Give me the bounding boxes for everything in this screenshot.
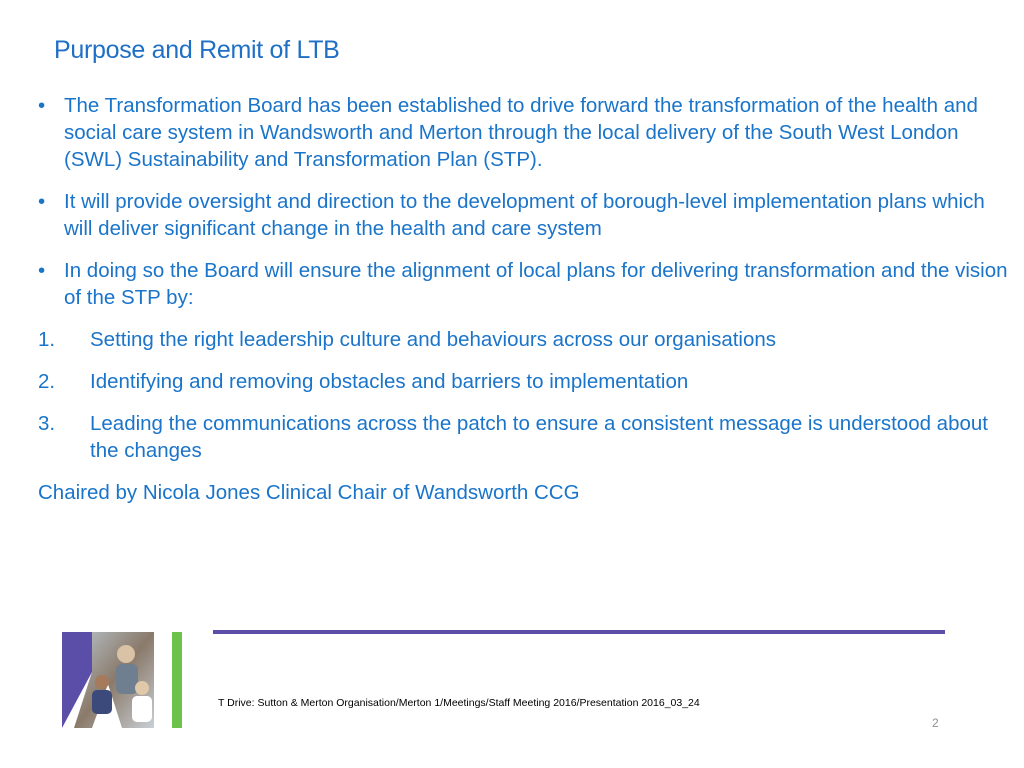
bullet-marker: • xyxy=(38,94,46,117)
footer-divider xyxy=(213,630,945,634)
numbered-text: Setting the right leadership culture and behaviours across our organisations xyxy=(90,328,777,351)
organisation-logo xyxy=(62,632,182,728)
bullet-marker: • xyxy=(38,259,46,282)
slide-body xyxy=(38,92,1013,506)
number-marker: 2. xyxy=(38,370,56,393)
bullet-text: In doing so the Board will ensure the alignment of local plans for delivering transformation and the vision of the STP by: xyxy=(64,259,1008,309)
bullet-item xyxy=(38,92,1013,173)
chair-statement: Chaired by Nicola Jones Clinical Chair of Wandsworth CCG xyxy=(38,481,580,504)
numbered-item xyxy=(38,326,1013,353)
page-number: 2 xyxy=(932,716,939,730)
numbered-item xyxy=(38,410,1013,464)
numbered-text: Leading the communications across the patch to ensure a consistent message is understood about the changes xyxy=(90,412,988,462)
footer-file-path: T Drive: Sutton & Merton Organisation/Merton 1/Meetings/Staff Meeting 2016/Presentation 2016_03_24 xyxy=(218,697,700,709)
bullet-text: The Transformation Board has been established to drive forward the transformation of the health and social care system in Wandsworth and Merton through the local delivery of the South West London (SWL) Sustainability and Transformation Plan (STP). xyxy=(64,94,978,171)
bullet-item xyxy=(38,257,1013,311)
bullet-item xyxy=(38,188,1013,242)
bullet-text: It will provide oversight and direction to the development of borough-level implementation plans which will deliver significant change in the health and care system xyxy=(64,190,985,240)
slide-title: Purpose and Remit of LTB xyxy=(54,36,340,64)
numbered-item xyxy=(38,368,1013,395)
bullet-marker: • xyxy=(38,190,46,213)
number-marker: 3. xyxy=(38,412,56,435)
number-marker: 1. xyxy=(38,328,56,351)
numbered-text: Identifying and removing obstacles and barriers to implementation xyxy=(90,370,689,393)
